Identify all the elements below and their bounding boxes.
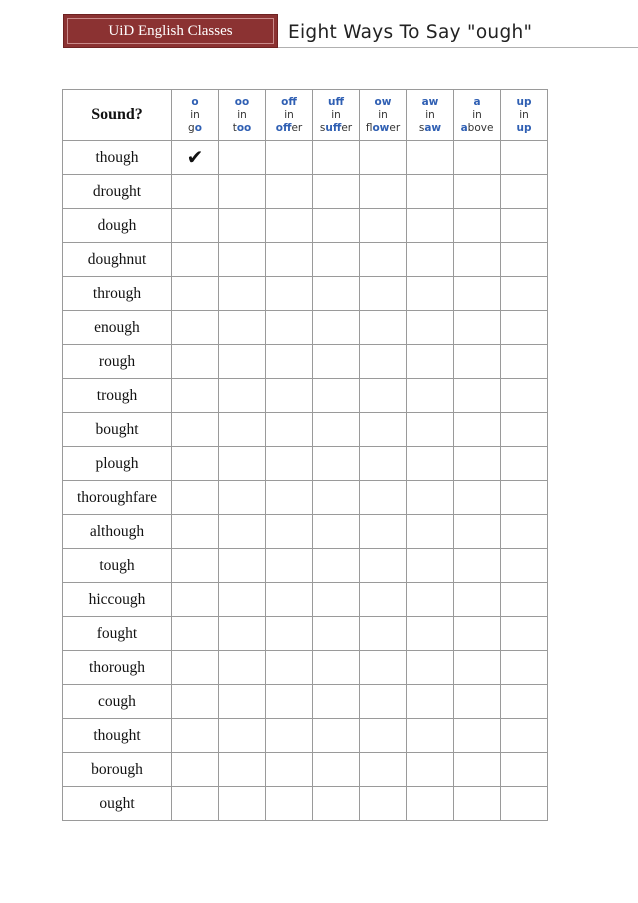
table-row [63,243,548,277]
answer-cell[interactable] [360,685,407,719]
answer-cell[interactable] [454,379,501,413]
answer-cell[interactable] [501,311,548,345]
answer-cell[interactable] [266,515,313,549]
table-row [63,345,548,379]
answer-cell[interactable] [313,447,360,481]
table-row [63,787,548,821]
example-word: too [232,121,252,134]
answer-cell[interactable] [407,447,454,481]
badge-text: UiD English Classes [108,23,233,39]
answer-cell[interactable] [360,175,407,209]
answer-cell[interactable] [360,651,407,685]
answer-cell[interactable] [454,719,501,753]
answer-cell[interactable] [266,719,313,753]
answer-cell[interactable] [219,243,266,277]
table-row [63,413,548,447]
answer-cell[interactable] [172,583,219,617]
table-row [63,685,548,719]
answer-cell[interactable] [454,583,501,617]
answer-cell[interactable] [172,209,219,243]
in-label: in [331,108,341,121]
answer-cell[interactable] [172,311,219,345]
sound-option-header [219,90,266,141]
answer-cell[interactable] [360,277,407,311]
answer-cell[interactable] [219,583,266,617]
answer-cell[interactable] [219,481,266,515]
word-cell: rough [63,345,172,379]
answer-cell[interactable] [172,243,219,277]
sound-symbol: up [516,95,532,108]
answer-cell[interactable] [454,651,501,685]
answer-cell[interactable] [266,549,313,583]
in-label: in [378,108,388,121]
answer-cell[interactable] [219,515,266,549]
answer-cell[interactable] [313,413,360,447]
answer-cell[interactable] [313,651,360,685]
answer-cell[interactable] [407,345,454,379]
answer-cell[interactable] [313,787,360,821]
answer-cell[interactable] [501,447,548,481]
word-cell: through [63,277,172,311]
answer-cell[interactable] [313,685,360,719]
answer-cell[interactable] [266,447,313,481]
table-header-row [63,90,548,141]
table-row [63,651,548,685]
answer-cell[interactable] [454,481,501,515]
answer-cell[interactable] [407,685,454,719]
answer-cell[interactable] [407,209,454,243]
answer-cell[interactable] [454,345,501,379]
sound-option-header [313,90,360,141]
table-row [63,379,548,413]
answer-cell[interactable] [313,753,360,787]
word-cell: drought [63,175,172,209]
answer-cell[interactable] [360,787,407,821]
answer-cell[interactable] [454,549,501,583]
answer-cell[interactable] [407,175,454,209]
answer-cell[interactable] [313,719,360,753]
answer-cell[interactable] [313,141,360,175]
example-word: up [516,121,532,134]
answer-cell[interactable] [219,141,266,175]
answer-cell[interactable] [501,209,548,243]
answer-cell[interactable] [219,549,266,583]
answer-cell[interactable] [266,583,313,617]
word-cell: borough [63,753,172,787]
answer-cell[interactable] [501,515,548,549]
example-word: saw [418,121,442,134]
answer-cell[interactable] [501,379,548,413]
example-word: offer [275,121,303,134]
answer-cell[interactable] [172,345,219,379]
in-label: in [190,108,200,121]
answer-cell[interactable] [501,651,548,685]
answer-cell[interactable] [407,311,454,345]
answer-cell[interactable] [454,413,501,447]
answer-cell[interactable] [360,311,407,345]
answer-cell[interactable] [266,175,313,209]
word-cell: plough [63,447,172,481]
answer-cell[interactable] [407,413,454,447]
word-cell: although [63,515,172,549]
answer-cell[interactable] [172,481,219,515]
answer-cell[interactable] [172,753,219,787]
example-word: go [188,121,202,134]
answer-cell[interactable] [219,345,266,379]
answer-cell[interactable] [360,413,407,447]
example-word: above [460,121,494,134]
table-row [63,209,548,243]
answer-cell[interactable] [360,447,407,481]
answer-cell[interactable] [407,277,454,311]
answer-cell[interactable] [454,753,501,787]
answer-cell[interactable] [266,311,313,345]
table-row [63,311,548,345]
answer-cell[interactable] [360,515,407,549]
answer-cell[interactable] [313,583,360,617]
answer-cell[interactable] [501,243,548,277]
word-cell: ought [63,787,172,821]
answer-cell[interactable] [219,447,266,481]
answer-cell[interactable] [313,175,360,209]
answer-cell[interactable] [501,175,548,209]
answer-cell[interactable] [266,379,313,413]
answer-cell[interactable] [501,617,548,651]
answer-cell[interactable] [219,685,266,719]
in-label: in [472,108,482,121]
sound-option-header [407,90,454,141]
answer-cell[interactable] [219,413,266,447]
answer-cell[interactable] [407,243,454,277]
word-cell: dough [63,209,172,243]
answer-cell[interactable] [313,209,360,243]
answer-cell[interactable] [407,141,454,175]
answer-cell[interactable] [172,685,219,719]
answer-cell[interactable] [219,753,266,787]
word-cell: thought [63,719,172,753]
answer-cell[interactable] [407,481,454,515]
answer-cell[interactable] [407,617,454,651]
answer-cell[interactable] [407,651,454,685]
answer-cell[interactable] [219,209,266,243]
sound-option-header [360,90,407,141]
answer-cell[interactable] [360,617,407,651]
answer-cell[interactable] [313,481,360,515]
header-badge [63,14,278,48]
table-row [63,549,548,583]
answer-cell[interactable] [360,753,407,787]
table-row [63,277,548,311]
word-cell: fought [63,617,172,651]
answer-cell[interactable] [407,753,454,787]
answer-cell[interactable] [172,277,219,311]
answer-cell[interactable] [360,583,407,617]
sound-symbol: off [281,95,297,108]
sound-symbol: ow [374,95,392,108]
answer-cell[interactable]: ✔ [172,141,219,175]
answer-cell[interactable] [313,515,360,549]
answer-cell[interactable] [501,685,548,719]
answer-cell[interactable] [501,277,548,311]
answer-cell[interactable] [266,685,313,719]
table-row [63,515,548,549]
answer-cell[interactable] [407,515,454,549]
word-cell: tough [63,549,172,583]
table-row [63,141,548,175]
answer-cell[interactable] [219,379,266,413]
answer-cell[interactable] [454,685,501,719]
in-label: in [237,108,247,121]
answer-cell[interactable] [313,277,360,311]
answer-cell[interactable] [407,787,454,821]
sound-symbol: aw [421,95,439,108]
table-row [63,753,548,787]
answer-cell[interactable] [266,209,313,243]
answer-cell[interactable] [360,209,407,243]
answer-cell[interactable] [501,753,548,787]
word-cell: bought [63,413,172,447]
answer-cell[interactable] [454,617,501,651]
answer-cell[interactable] [172,651,219,685]
answer-cell[interactable] [407,549,454,583]
page-title: Eight Ways To Say "ough" [288,22,533,43]
answer-cell[interactable] [313,549,360,583]
in-label: in [519,108,529,121]
answer-cell[interactable] [313,311,360,345]
answer-cell[interactable] [501,549,548,583]
answer-cell[interactable] [266,617,313,651]
sound-option-header [172,90,219,141]
answer-cell[interactable] [454,141,501,175]
sound-symbol: oo [234,95,250,108]
answer-cell[interactable] [454,515,501,549]
answer-cell[interactable] [407,379,454,413]
answer-cell[interactable] [219,651,266,685]
answer-cell[interactable] [219,175,266,209]
answer-cell[interactable] [360,379,407,413]
answer-cell[interactable] [266,651,313,685]
answer-cell[interactable] [172,787,219,821]
sound-table [62,89,548,821]
answer-cell[interactable] [360,481,407,515]
example-word: suffer [319,121,353,134]
answer-cell[interactable] [313,617,360,651]
answer-cell[interactable] [172,549,219,583]
answer-cell[interactable] [501,413,548,447]
word-cell: trough [63,379,172,413]
sound-column-header: Sound? [63,90,172,141]
answer-cell[interactable] [219,277,266,311]
answer-cell[interactable] [172,175,219,209]
sound-symbol: uff [328,95,344,108]
answer-cell[interactable] [219,311,266,345]
answer-cell[interactable] [454,787,501,821]
answer-cell[interactable] [454,277,501,311]
answer-cell[interactable] [266,787,313,821]
answer-cell[interactable] [313,345,360,379]
answer-cell[interactable] [360,345,407,379]
answer-cell[interactable] [407,719,454,753]
answer-cell[interactable] [501,583,548,617]
answer-cell[interactable] [266,753,313,787]
answer-cell[interactable] [454,209,501,243]
answer-cell[interactable] [172,617,219,651]
answer-cell[interactable] [501,719,548,753]
answer-cell[interactable] [172,447,219,481]
answer-cell[interactable] [501,787,548,821]
answer-cell[interactable] [313,243,360,277]
sound-option-header [266,90,313,141]
answer-cell[interactable] [266,481,313,515]
word-cell: doughnut [63,243,172,277]
word-cell: though [63,141,172,175]
header-divider [278,47,638,48]
word-cell: hiccough [63,583,172,617]
answer-cell[interactable] [266,141,313,175]
answer-cell[interactable] [266,345,313,379]
table-row [63,481,548,515]
answer-cell[interactable] [172,413,219,447]
answer-cell[interactable] [172,719,219,753]
table-row [63,719,548,753]
answer-cell[interactable] [501,481,548,515]
answer-cell[interactable] [454,175,501,209]
answer-cell[interactable] [219,719,266,753]
sound-symbol: o [191,95,199,108]
in-label: in [425,108,435,121]
sound-option-header [454,90,501,141]
answer-cell[interactable] [266,413,313,447]
sound-symbol: a [473,95,481,108]
answer-cell[interactable] [219,617,266,651]
answer-cell[interactable] [360,141,407,175]
word-cell: thoroughfare [63,481,172,515]
answer-cell[interactable] [266,243,313,277]
table-row [63,583,548,617]
answer-cell[interactable] [407,583,454,617]
answer-cell[interactable] [454,311,501,345]
in-label: in [284,108,294,121]
sound-option-header [501,90,548,141]
table-row [63,175,548,209]
answer-cell[interactable] [360,549,407,583]
answer-cell[interactable] [501,141,548,175]
table-body [63,141,548,821]
answer-cell[interactable] [454,447,501,481]
answer-cell[interactable] [266,277,313,311]
word-cell: cough [63,685,172,719]
answer-cell[interactable] [313,379,360,413]
example-word: flower [365,121,401,134]
answer-cell[interactable] [454,243,501,277]
word-cell: thorough [63,651,172,685]
answer-cell[interactable] [219,787,266,821]
table-row [63,447,548,481]
answer-cell[interactable] [360,243,407,277]
table-row [63,617,548,651]
answer-cell[interactable] [172,515,219,549]
word-cell: enough [63,311,172,345]
answer-cell[interactable] [501,345,548,379]
answer-cell[interactable] [360,719,407,753]
answer-cell[interactable] [172,379,219,413]
